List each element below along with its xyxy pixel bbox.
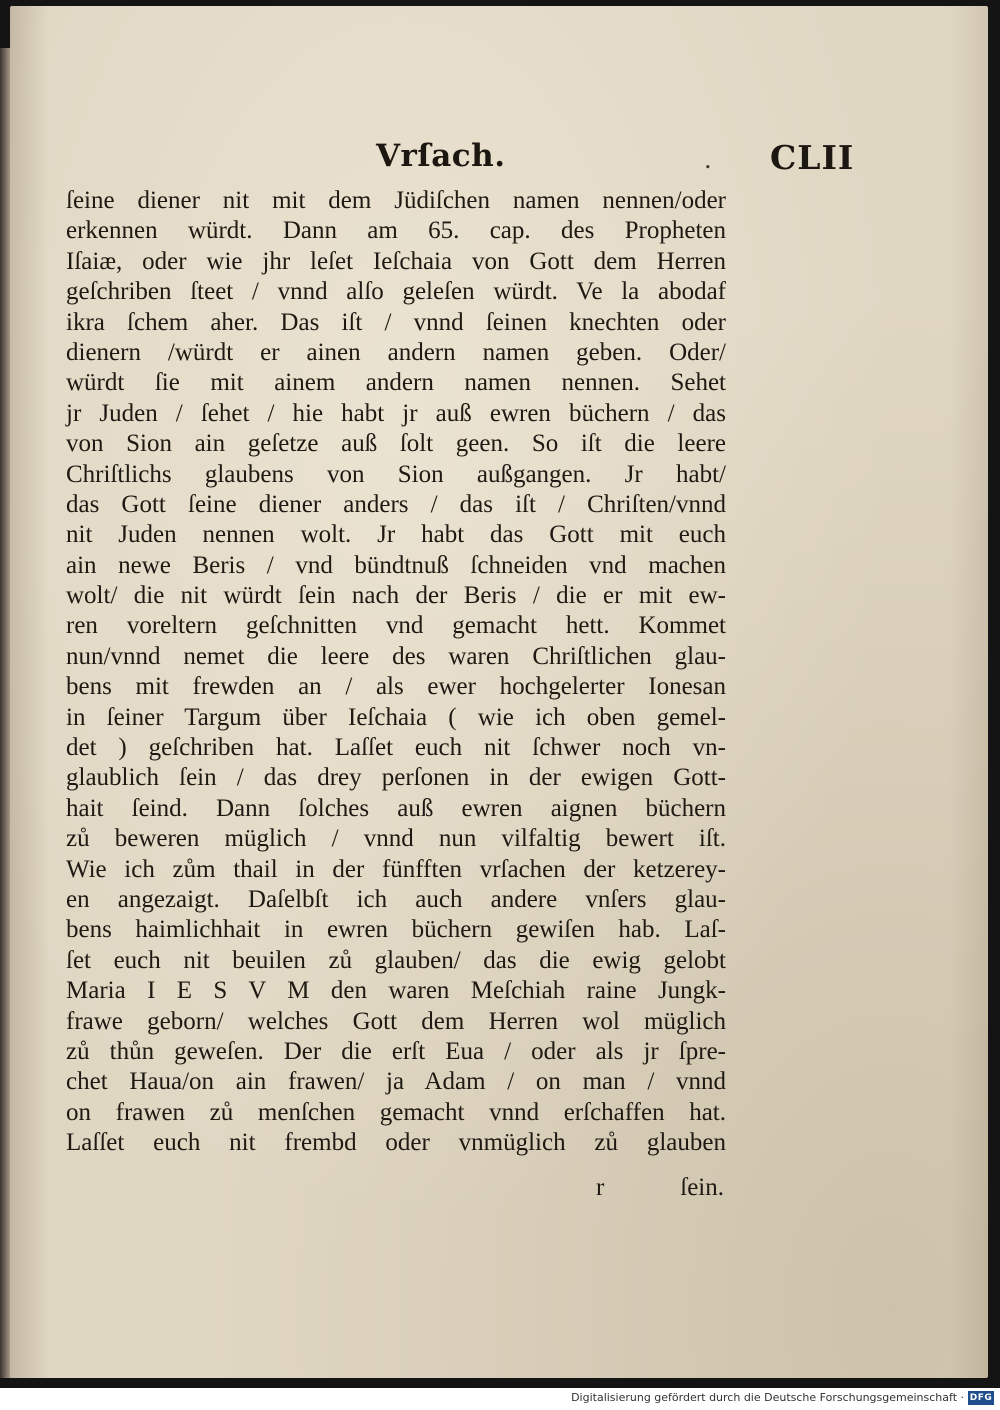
text-line: zů thůn geweſen. Der die erſt Eua / oder als jr ſpre- [66,1037,726,1065]
text-line: det ) geſchriben hat. Laſſet euch nit ſchwer noch vn- [66,734,726,762]
folio-number: CLII [770,138,855,177]
text-line: hait ſeind. Dann ſolches auß ewren aignen büchern [66,794,726,822]
text-line: on frawen zů menſchen gemacht vnnd erſchaffen hat. [66,1098,726,1126]
dfg-logo-icon: DFG [969,1393,993,1403]
text-line: chet Haua/on ain frawen/ ja Adam / on man / vnnd [66,1068,726,1096]
text-line: wolt/ die nit würdt ſein nach der Beris / die er mit ew- [66,582,726,610]
funding-credit: Digitalisierung gefördert durch die Deutsche Forschungsgemeinschaft · [571,1391,964,1404]
text-line: ſeine diener nit mit dem Jüdiſchen namen nennen/oder [66,187,726,214]
text-line: zů beweren müglich / vnnd nun vilfaltig bewert iſt. [66,825,726,853]
text-line: glaublich ſein / das drey perſonen in der ewigen Gott- [66,764,726,792]
text-line: Iſaiæ, oder wie jhr leſet Ieſchaia von Gott dem Herren [66,247,726,275]
signature-mark: r [596,1174,605,1201]
text-line: nit Juden nennen wolt. Jr habt das Gott mit euch [66,521,726,549]
text-line: bens haimlichhait in ewren büchern gewiſen hab. Laſ- [66,916,726,944]
digitization-footer [0,1388,1000,1410]
text-line: das Gott ſeine diener anders / das iſt / Chriſten/vnnd [66,490,726,518]
book-page [10,6,988,1378]
text-line: erkennen würdt. Dann am 65. cap. des Propheten [66,217,726,245]
text-line: geſchriben ſteet / vnnd alſo geleſen würdt. Ve la abodaf [66,278,726,306]
text-line: bens mit frewden an / als ewer hochgelerter Ionesan [66,673,726,701]
text-line: ſet euch nit beuilen zů glauben/ das die ewig gelobt [66,946,726,974]
body-text [66,186,726,1159]
text-line: Chriſtlichs glaubens von Sion außgangen. Jr habt/ [66,460,726,488]
page-header [10,134,988,184]
catchword: ſein. [680,1174,724,1201]
text-line: würdt ſie mit ainem andern namen nennen. Sehet [66,369,726,397]
text-line: von Sion ain geſetze auß ſolt geen. So iſt die leere [66,430,726,458]
text-line: nun/vnnd nemet die leere des waren Chriſtlichen glau- [66,642,726,670]
text-line: Laſſet euch nit frembd oder vnmüglich zů glauben [66,1129,726,1157]
text-line: Wie ich zům thail in der fünfften vrſachen der ketzerey- [66,855,726,883]
text-line: jr Juden / ſehet / hie habt jr auß ewren büchern / das [66,399,726,427]
header-ornament: . [704,146,712,174]
text-line: ikra ſchem aher. Das iſt / vnnd ſeinen knechten oder [66,308,726,336]
text-line: frawe geborn/ welches Gott dem Herren wol müglich [66,1007,726,1035]
text-line: dienern /würdt er ainen andern namen geben. Oder/ [66,338,726,366]
running-head: Vrſach. [376,138,506,174]
text-line: en angezaigt. Daſelbſt ich auch andere vnſers glau- [66,885,726,913]
text-line: ain newe Beris / vnd bündtnuß ſchneiden vnd machen [66,551,726,579]
text-line: ren voreltern geſchnitten vnd gemacht hett. Kommet [66,612,726,640]
text-line: Maria I E S V M den waren Meſchiah raine Jungk- [66,977,726,1005]
page-foot-marks [66,1174,726,1208]
text-line: in ſeiner Targum über Ieſchaia ( wie ich oben gemel- [66,703,726,731]
